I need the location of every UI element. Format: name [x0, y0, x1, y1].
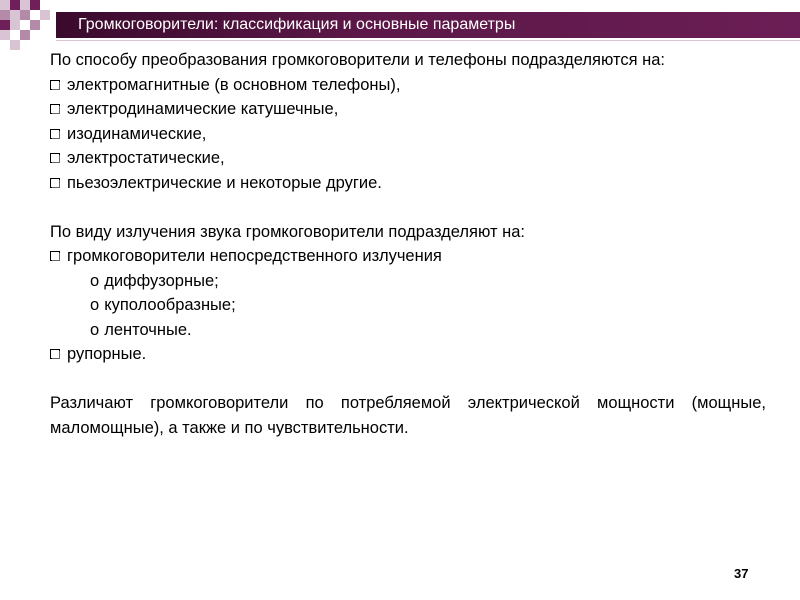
sub-list-item [50, 269, 766, 294]
slide-content [50, 48, 766, 440]
list-item-text: пьезоэлектрические и некоторые другие. [67, 173, 382, 192]
deco-square [10, 20, 20, 30]
deco-square [30, 20, 40, 30]
deco-square [20, 30, 30, 40]
circle-bullet-icon: o [90, 271, 100, 290]
deco-square [0, 20, 10, 30]
deco-square [40, 10, 50, 20]
slide-title: Громкоговорители: классификация и основные параметры [78, 16, 516, 33]
deco-square [10, 0, 20, 10]
list-item-text: электромагнитные (в основном телефоны), [67, 75, 401, 94]
list-item [50, 342, 766, 367]
list-item [50, 73, 766, 98]
list-item [50, 244, 766, 269]
deco-square [20, 0, 30, 10]
checkbox-bullet-icon [50, 80, 60, 90]
sub-list-item-text: диффузорные; [104, 271, 219, 290]
deco-square [0, 30, 10, 40]
deco-square [0, 0, 10, 10]
spacer [50, 195, 766, 220]
checkbox-bullet-icon [50, 129, 60, 139]
checkbox-bullet-icon [50, 153, 60, 163]
checkbox-bullet-icon [50, 178, 60, 188]
deco-square [0, 10, 10, 20]
sub-list-item-text: куполообразные; [104, 296, 236, 314]
deco-square [20, 10, 30, 20]
list-item-text: изодинамические, [67, 124, 207, 143]
section2-intro: По виду излучения звука громкоговорители подразделяют на: [50, 222, 526, 241]
sub-list-item [50, 318, 766, 343]
section3-text: Различают громкоговорители по потребляемой электрической мощности (мощные, маломощные), а также и по чувствительности. [50, 394, 766, 437]
checkbox-bullet-icon [50, 104, 60, 114]
list-item [50, 146, 766, 171]
sub-list-item [50, 293, 766, 318]
checkbox-bullet-icon [50, 349, 60, 359]
page-number: 37 [734, 566, 749, 581]
list-item-text: электростатические, [67, 149, 225, 167]
circle-bullet-icon: o [90, 296, 100, 314]
circle-bullet-icon: o [90, 320, 100, 339]
list-item [50, 171, 766, 196]
deco-square [30, 0, 40, 10]
list-item-text: рупорные. [67, 345, 147, 363]
title-divider [56, 40, 800, 41]
sub-list-item-text: ленточные. [104, 320, 192, 339]
checkbox-bullet-icon [50, 251, 60, 261]
deco-square [10, 40, 20, 50]
deco-square [10, 10, 20, 20]
list-item [50, 97, 766, 122]
list-item-text: электродинамические катушечные, [67, 100, 339, 118]
list-item-text: громкоговорители непосредственного излучения [67, 247, 442, 265]
list-item [50, 122, 766, 147]
spacer [50, 367, 766, 392]
section1-intro: По способу преобразования громкоговорители и телефоны подразделяются на: [50, 51, 665, 69]
